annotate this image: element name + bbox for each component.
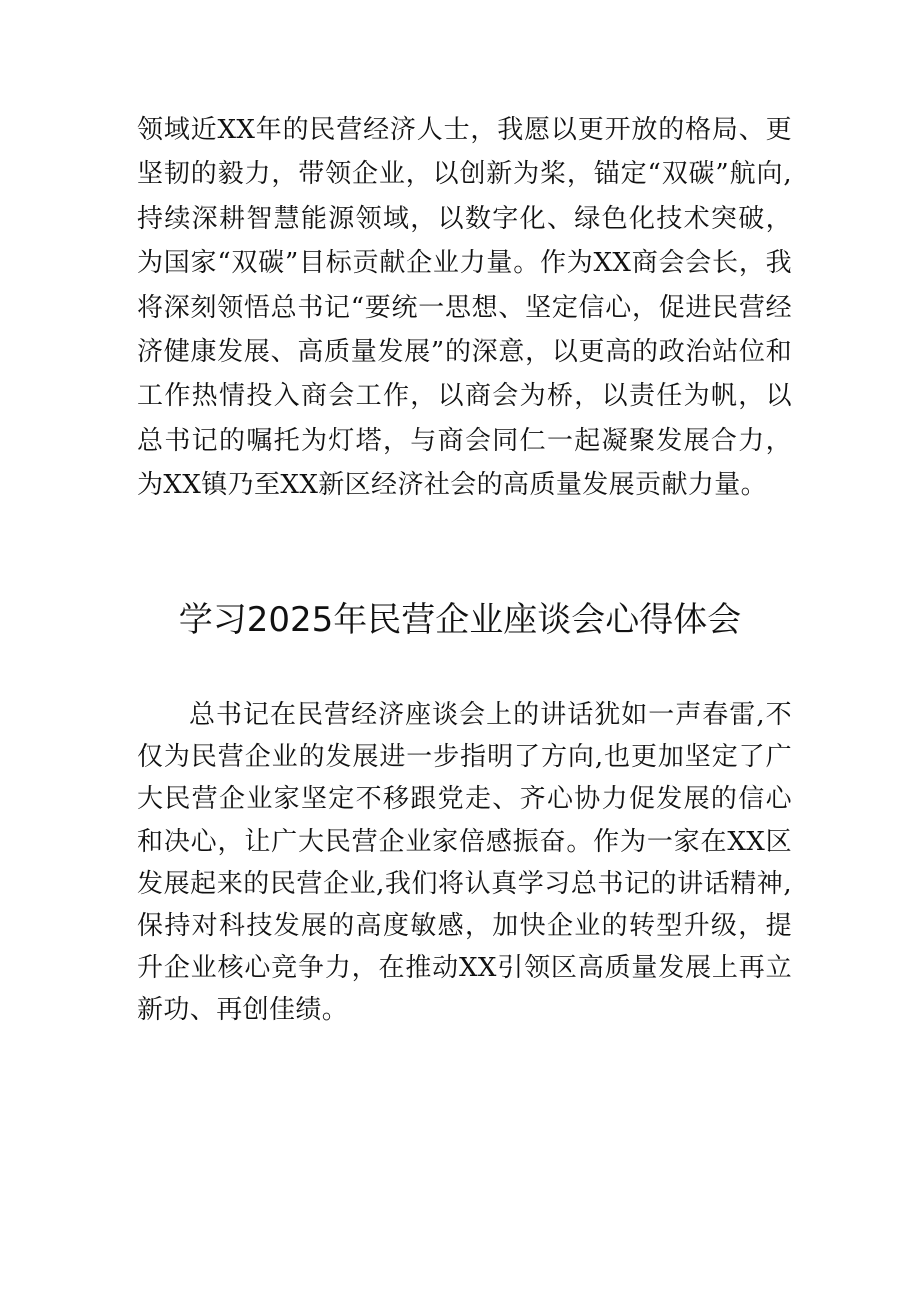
section-title: 学习2025年民营企业座谈会心得体会 bbox=[178, 600, 742, 640]
body-paragraph: 总书记在民营经济座谈会上的讲话犹如一声春雷,不仅为民营企业的发展进一步指明了方向,也更加坚定了广大民营企业家坚定不移跟党走、齐心协力促发展的信心和决心，让广大民营企业家倍感振奋。作为一家在XX区发展起来的民营企业,我们将认真学习总书记的讲话精神,保持对科技发展的高度敏感，加快企业的转型升级，提升企业核心竞争力，在推动XX引领区高质量发展上再立新功、再创佳绩。 bbox=[137, 700, 792, 1026]
continued-paragraph: 领域近XX年的民营经济人士，我愿以更开放的格局、更坚韧的毅力，带领企业，以创新为桨，锚定“双碳”航向,持续深耕智慧能源领域，以数字化、绿色化技术突破，为国家“双碳”目标贡献企业力量。作为XX商会会长，我将深刻领悟总书记“要统一思想、坚定信心，促进民营经济健康发展、高质量发展”的深意，以更高的政治站位和工作热情投入商会工作，以商会为桥，以责任为帆，以总书记的嘱托为灯塔，与商会同仁一起凝聚发展合力，为XX镇乃至XX新区经济社会的高质量发展贡献力量。 bbox=[137, 115, 792, 501]
